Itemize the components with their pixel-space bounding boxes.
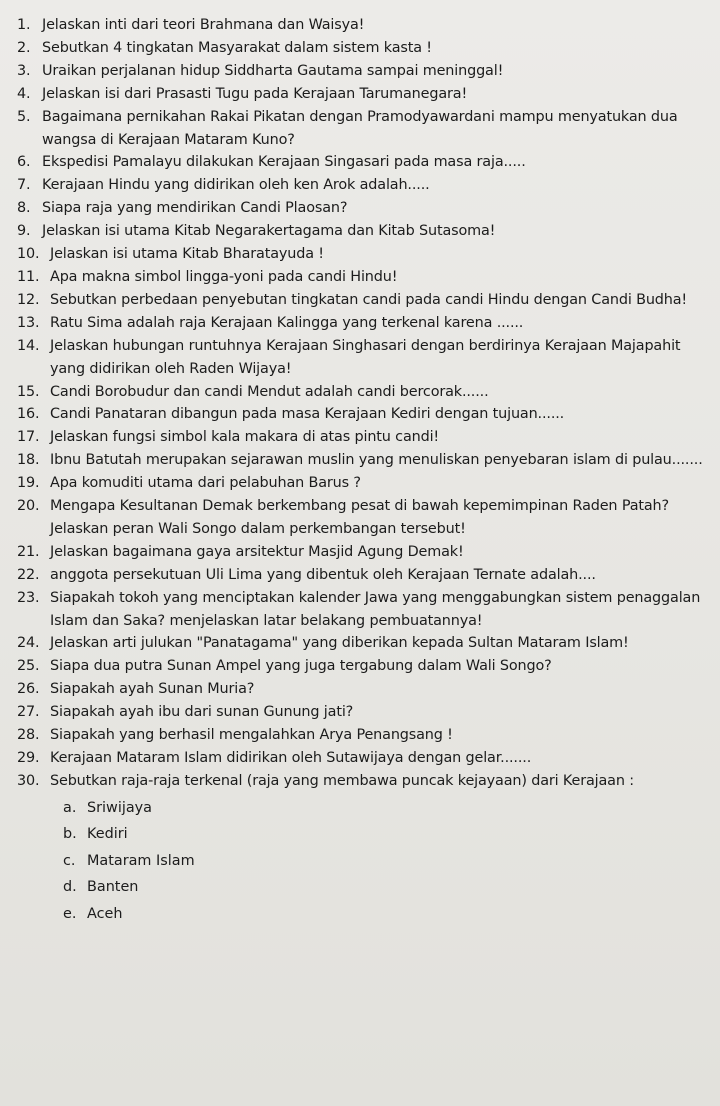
option-list [17,795,712,928]
option-text: Banten [87,879,139,896]
question-item [17,60,712,83]
option-item [63,821,712,848]
question-text: Siapakah ayah Sunan Muria? [50,681,255,698]
question-item [17,632,712,655]
question-item [17,106,712,152]
question-item [17,449,712,472]
option-letter: d. [63,879,77,896]
question-text: Sebutkan raja-raja terkenal (raja yang membawa puncak kejayaan) dari Kerajaan : [50,772,634,789]
question-number: 20. [17,498,40,515]
option-text: Mataram Islam [87,852,195,869]
question-number: 14. [17,337,40,354]
question-item [17,243,712,266]
question-text: Ratu Sima adalah raja Kerajaan Kalingga yang terkenal karena ...... [50,314,524,331]
question-text: Apa komuditi utama dari pelabuhan Barus ? [50,475,361,492]
question-number: 5. [17,108,31,125]
option-text: Aceh [87,905,123,922]
question-text: Apa makna simbol lingga-yoni pada candi Hindu! [50,268,398,285]
question-text: Kerajaan Mataram Islam didirikan oleh Sutawijaya dengan gelar....... [50,750,532,766]
question-text: Jelaskan fungsi simbol kala makara di atas pintu candi! [50,429,440,446]
question-text: Ibnu Batutah merupakan sejarawan muslin yang menuliskan penyebaran islam di pulau....... [50,452,703,469]
question-number: 27. [17,704,40,721]
question-item [17,770,712,793]
question-item [17,335,712,381]
question-text: Sebutkan perbedaan penyebutan tingkatan candi pada candi Hindu dengan Candi Budha! [50,291,688,308]
question-number: 28. [17,727,40,744]
question-item [17,495,712,541]
question-number: 26. [17,681,40,698]
question-text: anggota persekutuan Uli Lima yang dibentuk oleh Kerajaan Ternate adalah.... [50,566,596,583]
question-number: 19. [17,475,40,492]
question-number: 9. [17,223,31,240]
question-number: 13. [17,314,40,331]
question-number: 12. [17,291,40,308]
question-number: 24. [17,635,40,652]
option-text: Kediri [87,826,128,843]
question-number: 2. [17,39,31,56]
question-text: Siapa raja yang mendirikan Candi Plaosan? [42,200,348,217]
question-item [17,197,712,220]
question-text: Mengapa Kesultanan Demak berkembang pesat di bawah kepemimpinan Raden Patah? Jelaskan peran Wali Songo dalam perkembangan tersebut! [50,498,669,537]
question-text: Candi Panataran dibangun pada masa Kerajaan Kediri dengan tujuan...... [50,406,565,423]
question-item [17,220,712,243]
question-number: 23. [17,589,40,606]
question-text: Jelaskan inti dari teori Brahmana dan Waisya! [42,17,365,33]
question-item [17,381,712,404]
option-letter: b. [63,826,77,843]
question-text: Jelaskan isi utama Kitab Bharatayuda ! [50,246,324,263]
question-item [17,587,712,633]
question-item [17,655,712,678]
question-number: 6. [17,154,31,171]
question-number: 8. [17,200,31,217]
question-item [17,289,712,312]
question-number: 1. [17,17,31,33]
question-text: Candi Borobudur dan candi Mendut adalah candi bercorak...... [50,383,489,400]
question-number: 21. [17,543,40,560]
question-item [17,701,712,724]
question-item [17,564,712,587]
question-text: Sebutkan 4 tingkatan Masyarakat dalam sistem kasta ! [42,39,432,56]
option-letter: e. [63,905,77,922]
question-item [17,14,712,37]
question-number: 3. [17,62,31,79]
question-item [17,426,712,449]
question-number: 25. [17,658,40,675]
question-text: Jelaskan bagaimana gaya arsitektur Masjid Agung Demak! [50,543,464,560]
question-text: Kerajaan Hindu yang didirikan oleh ken Arok adalah..... [42,177,430,194]
question-number: 4. [17,85,31,102]
question-number: 15. [17,383,40,400]
question-item [17,724,712,747]
option-letter: c. [63,852,76,869]
question-text: Jelaskan arti julukan "Panatagama" yang diberikan kepada Sultan Mataram Islam! [50,635,629,652]
option-letter: a. [63,799,77,816]
question-item [17,312,712,335]
question-text: Jelaskan hubungan runtuhnya Kerajaan Singhasari dengan berdirinya Kerajaan Majapahit yang didirikan oleh Raden Wijaya! [50,337,681,377]
question-item [17,541,712,564]
question-text: Siapakah ayah ibu dari sunan Gunung jati? [50,704,354,721]
question-number: 11. [17,268,40,285]
question-item [17,747,712,770]
question-number: 16. [17,406,40,423]
option-item [63,901,712,928]
question-item [17,151,712,174]
question-text: Jelaskan isi utama Kitab Negarakertagama dan Kitab Sutasoma! [42,223,496,240]
question-item [17,174,712,197]
question-item [17,37,712,60]
option-text: Sriwijaya [87,799,152,816]
question-item [17,678,712,701]
question-item [17,266,712,289]
question-text: Ekspedisi Pamalayu dilakukan Kerajaan Singasari pada masa raja..... [42,154,526,171]
question-number: 18. [17,452,40,469]
question-item [17,83,712,106]
question-list [17,14,712,793]
question-text: Jelaskan isi dari Prasasti Tugu pada Kerajaan Tarumanegara! [42,85,468,102]
option-item [63,874,712,901]
question-text: Uraikan perjalanan hidup Siddharta Gautama sampai meninggal! [42,62,504,79]
question-text: Bagaimana pernikahan Rakai Pikatan dengan Pramodyawardani mampu menyatukan dua wangsa di Kerajaan Mataram Kuno? [42,108,678,148]
question-text: Siapakah tokoh yang menciptakan kalender Jawa yang menggabungkan sistem penaggalan Islam dan Saka? menjelaskan latar belakang pembuatannya! [50,589,701,629]
question-number: 10. [17,246,40,263]
question-number: 17. [17,429,40,446]
question-text: Siapa dua putra Sunan Ampel yang juga tergabung dalam Wali Songo? [50,658,552,675]
question-text: Siapakah yang berhasil mengalahkan Arya Penangsang ! [50,727,453,744]
question-item [17,403,712,426]
option-item [63,795,712,822]
question-item [17,472,712,495]
question-number: 7. [17,177,31,194]
option-item [63,848,712,875]
question-number: 22. [17,566,40,583]
question-number: 30. [17,772,40,789]
question-number: 29. [17,750,40,766]
